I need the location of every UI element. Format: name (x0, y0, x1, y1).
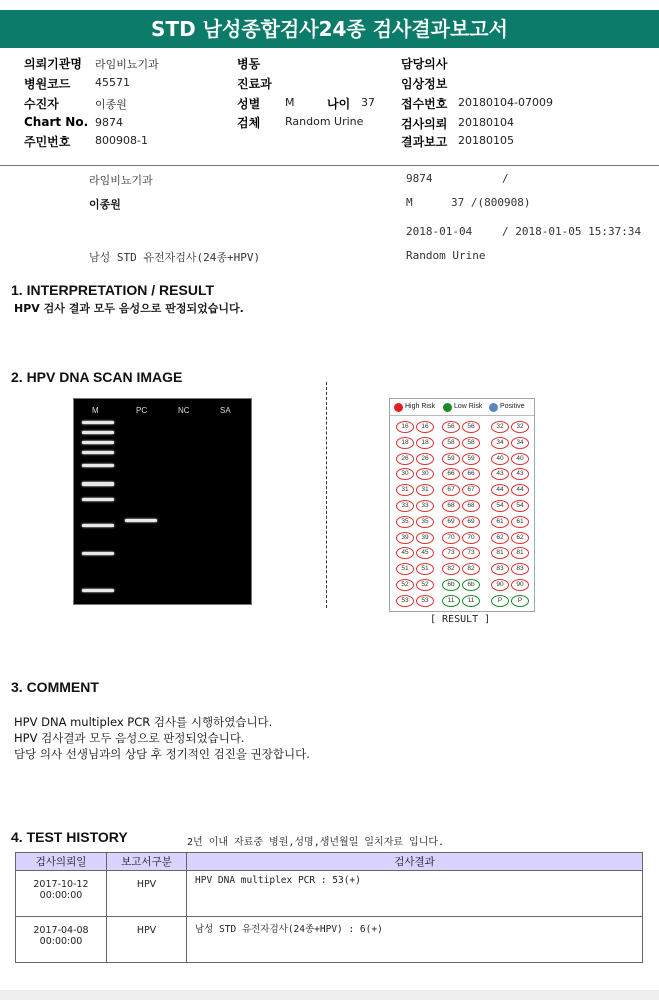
table-row (16, 871, 643, 917)
hpv-type-marker: 33 (396, 500, 414, 512)
hpv-type-marker: 34 (511, 437, 529, 449)
history-date: 2017-10-12 (33, 879, 89, 890)
table-row (16, 917, 643, 963)
summary-slash: / (502, 172, 509, 185)
hpv-type-marker: 52 (396, 579, 414, 591)
chart-no-label: Chart No. (24, 115, 89, 129)
hpv-type-marker: 81 (491, 547, 509, 559)
hpv-type-marker: 90 (491, 579, 509, 591)
summary-age-id: 37 /(800908) (451, 196, 531, 209)
gel-lane-label-pc: PC (136, 406, 148, 415)
gel-ladder-band (82, 482, 114, 486)
gel-ladder-band (82, 498, 114, 501)
summary-test: 남성 STD 유전자검사(24종+HPV) (89, 251, 261, 264)
hpv-type-marker: P (511, 595, 529, 607)
hpv-type-marker: 69 (462, 516, 480, 528)
hpv-type-marker: 26 (396, 453, 414, 465)
history-col-type: 보고서구분 (107, 853, 187, 871)
hpv-type-marker: 6b (462, 579, 480, 591)
interpretation-text: HPV 검사 결과 모두 음성으로 판정되었습니다. (14, 302, 244, 315)
specimen-value: Random Urine (285, 115, 364, 128)
history-result-cell: 남성 STD 유전자검사(24종+HPV) : 6(+) (187, 917, 643, 963)
history-date-cell (16, 871, 107, 917)
hpv-result-panel (389, 398, 535, 612)
hpv-type-marker: 31 (396, 484, 414, 496)
legend-positive: Positive (500, 403, 525, 410)
comment-line: HPV 검사결과 모두 음성으로 판정되었습니다. (14, 731, 245, 745)
hpv-type-marker: 66 (462, 468, 480, 480)
summary-institution: 라임비뇨기과 (89, 174, 153, 187)
hpv-type-marker: 26 (416, 453, 434, 465)
hpv-type-marker: 58 (462, 437, 480, 449)
summary-name: 이종원 (89, 198, 121, 211)
report-title: STD 남성종합검사24종 검사결과보고서 (0, 10, 659, 48)
gel-pc-band (125, 519, 157, 522)
hpv-type-marker: 54 (511, 500, 529, 512)
low-risk-dot-icon (443, 403, 452, 412)
gel-ladder-band (82, 589, 114, 592)
positive-dot-icon (489, 403, 498, 412)
gel-ladder-band (82, 552, 114, 555)
request-date-value: 20180104 (458, 116, 514, 129)
sex-value: M (285, 96, 295, 109)
gel-image (73, 398, 252, 605)
institution-label: 의뢰기관명 (24, 57, 82, 71)
history-note: 2년 이내 자료중 병원,성명,생년월일 일치자료 입니다. (187, 837, 445, 848)
hpv-type-marker: 43 (491, 468, 509, 480)
receipt-no-value: 20180104-07009 (458, 96, 553, 109)
report-date-value: 20180105 (458, 134, 514, 147)
hpv-type-marker: P (491, 595, 509, 607)
hpv-type-marker: 90 (511, 579, 529, 591)
institution-value: 라임비뇨기과 (95, 58, 159, 71)
gel-lane-label-sa: SA (220, 406, 231, 415)
history-table (15, 852, 643, 963)
gel-lane-label-nc: NC (178, 406, 190, 415)
hpv-type-marker: 73 (442, 547, 460, 559)
hpv-type-marker: 62 (511, 532, 529, 544)
hpv-type-marker: 45 (416, 547, 434, 559)
patient-label: 수진자 (24, 97, 59, 111)
section-comment-title: 3. COMMENT (11, 679, 99, 695)
hpv-type-marker: 82 (462, 563, 480, 575)
hpv-type-marker: 35 (416, 516, 434, 528)
hpv-type-marker: 11 (462, 595, 480, 607)
hpv-type-marker: 40 (511, 453, 529, 465)
hpv-type-marker: 70 (462, 532, 480, 544)
hpv-type-marker: 33 (416, 500, 434, 512)
doctor-label: 담당의사 (401, 57, 448, 71)
hpv-type-marker: 59 (442, 453, 460, 465)
hpv-type-marker: 40 (491, 453, 509, 465)
hpv-type-marker: 62 (491, 532, 509, 544)
hpv-type-marker: 54 (491, 500, 509, 512)
gel-ladder-band (82, 451, 114, 454)
hpv-type-marker: 43 (511, 468, 529, 480)
history-date: 2017-04-08 (33, 925, 89, 936)
resident-no-value: 800908-1 (95, 134, 148, 147)
history-time: 00:00:00 (39, 936, 83, 947)
hospital-code-label: 병원코드 (24, 77, 71, 91)
hpv-type-marker: 52 (416, 579, 434, 591)
hpv-type-marker: 81 (511, 547, 529, 559)
page-footer (0, 990, 659, 1000)
hpv-type-marker: 11 (442, 595, 460, 607)
hpv-type-marker: 35 (396, 516, 414, 528)
age-label: 나이 (327, 97, 351, 111)
hpv-type-marker: 66 (442, 468, 460, 480)
hpv-type-marker: 34 (491, 437, 509, 449)
summary-received: 2018-01-04 (406, 225, 473, 238)
hpv-type-marker: 83 (511, 563, 529, 575)
history-date-cell (16, 917, 107, 963)
history-time: 00:00:00 (39, 890, 83, 901)
hpv-type-marker: 53 (416, 595, 434, 607)
clinical-info-label: 임상정보 (401, 77, 448, 91)
specimen-label: 검체 (237, 116, 261, 130)
hpv-type-marker: 67 (442, 484, 460, 496)
ward-label: 병동 (237, 57, 261, 71)
hpv-type-marker: 51 (416, 563, 434, 575)
comment-line: 담당 의사 선생님과의 상담 후 정기적인 검진을 권장합니다. (14, 747, 310, 761)
legend-low-risk: Low Risk (454, 403, 483, 410)
history-col-date: 검사의뢰일 (16, 853, 107, 871)
hpv-type-marker: 56 (462, 421, 480, 433)
hpv-type-marker: 53 (396, 595, 414, 607)
hpv-type-marker: 56 (442, 421, 460, 433)
hospital-code-value: 45571 (95, 76, 130, 89)
summary-specimen: Random Urine (406, 249, 486, 262)
hpv-type-marker: 31 (416, 484, 434, 496)
hpv-type-marker: 61 (511, 516, 529, 528)
resident-no-label: 주민번호 (24, 135, 71, 149)
hpv-type-marker: 16 (416, 421, 434, 433)
summary-reported: / 2018-01-05 15:37:34 (502, 225, 642, 238)
dept-label: 진료과 (237, 77, 272, 91)
comment-line: HPV DNA multiplex PCR 검사를 시행하였습니다. (14, 715, 273, 729)
history-type-cell: HPV (107, 917, 187, 963)
hpv-type-marker: 68 (462, 500, 480, 512)
hpv-type-marker: 83 (491, 563, 509, 575)
hpv-type-marker: 6b (442, 579, 460, 591)
chart-no-value: 9874 (95, 116, 123, 129)
hpv-type-marker: 16 (396, 421, 414, 433)
summary-chart: 9874 (406, 172, 433, 185)
panel-caption: [ RESULT ] (430, 614, 491, 625)
hpv-type-marker: 82 (442, 563, 460, 575)
gel-ladder-band (82, 431, 114, 434)
hpv-type-marker: 18 (396, 437, 414, 449)
hpv-type-marker: 45 (396, 547, 414, 559)
hpv-type-marker: 44 (511, 484, 529, 496)
hpv-type-marker: 67 (462, 484, 480, 496)
hpv-type-marker: 39 (396, 532, 414, 544)
request-date-label: 검사의뢰 (401, 117, 448, 131)
section-interpretation-title: 1. INTERPRETATION / RESULT (11, 282, 215, 298)
legend-high-risk: High Risk (405, 403, 435, 410)
hpv-type-marker: 51 (396, 563, 414, 575)
patient-value: 이종원 (95, 98, 127, 111)
hpv-type-marker: 68 (442, 500, 460, 512)
hpv-type-marker: 59 (462, 453, 480, 465)
age-value: 37 (361, 96, 375, 109)
sex-label: 성별 (237, 97, 261, 111)
gel-ladder-band (82, 441, 114, 444)
hpv-type-marker: 73 (462, 547, 480, 559)
summary-sex: M (406, 196, 413, 209)
hpv-type-marker: 69 (442, 516, 460, 528)
hpv-type-marker: 44 (491, 484, 509, 496)
panel-legend (390, 399, 534, 416)
history-header-row (16, 853, 643, 871)
section-scan-title: 2. HPV DNA SCAN IMAGE (11, 369, 183, 385)
gel-lane-label-m: M (92, 406, 99, 415)
history-result-cell: HPV DNA multiplex PCR : 53(+) (187, 871, 643, 917)
history-type-cell: HPV (107, 871, 187, 917)
scan-divider (326, 382, 327, 608)
hpv-type-marker: 32 (511, 421, 529, 433)
hpv-type-marker: 58 (442, 437, 460, 449)
report-header (0, 48, 659, 166)
hpv-type-marker: 39 (416, 532, 434, 544)
history-col-result: 검사결과 (187, 853, 643, 871)
hpv-type-marker: 61 (491, 516, 509, 528)
section-history-title: 4. TEST HISTORY (11, 829, 128, 845)
gel-ladder-band (82, 524, 114, 527)
gel-ladder-band (82, 464, 114, 467)
receipt-no-label: 접수번호 (401, 97, 448, 111)
hpv-type-marker: 30 (416, 468, 434, 480)
report-date-label: 결과보고 (401, 135, 448, 149)
hpv-type-marker: 70 (442, 532, 460, 544)
hpv-type-marker: 30 (396, 468, 414, 480)
gel-ladder-band (82, 421, 114, 424)
high-risk-dot-icon (394, 403, 403, 412)
hpv-type-marker: 32 (491, 421, 509, 433)
hpv-type-marker: 18 (416, 437, 434, 449)
